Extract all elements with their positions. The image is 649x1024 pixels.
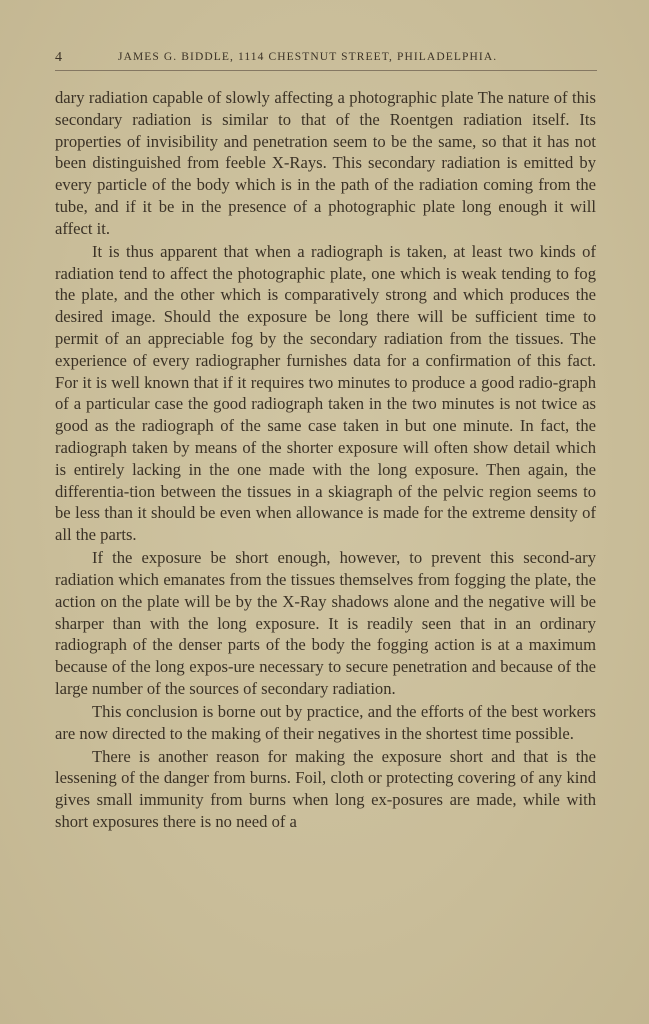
- paragraph: There is another reason for making the exposure short and that is the lessening of the danger from burns. Foil, cloth or protecting covering of any kind gives small immunity from burns when long ex-posures are made, while with short exposures there is no need of a: [55, 746, 596, 832]
- paragraph: This conclusion is borne out by practice, and the efforts of the best workers are now directed to the making of their negatives in the shortest time possible.: [55, 701, 596, 743]
- running-head: [55, 48, 597, 70]
- body-text: [55, 87, 596, 834]
- running-head-text: JAMES G. BIDDLE, 1114 CHESTNUT STREET, PHILADELPHIA.: [118, 51, 498, 63]
- paragraph: dary radiation capable of slowly affecting a photographic plate The nature of this secondary radiation is similar to that of the Roentgen radiation itself. Its properties of invisibility and penetration seem to be the same, so that it has not been distinguished from feeble X-Rays. This secondary radiation is emitted by every particle of the body which is in the path of the radiation coming from the tube, and if it be in the presence of a photographic plate long enough it will affect it.: [55, 88, 596, 238]
- paragraph: It is thus apparent that when a radiograph is taken, at least two kinds of radiation tend to affect the photographic plate, one which is weak tending to fog the plate, and the other which is comparatively strong and which produces the desired image. Should the exposure be long there will be sufficient time to permit of an appreciable fog by the secondary radiation from the tissues. The experience of every radiographer furnishes data for a confirmation of this fact. For it is well known that if it requires two minutes to produce a good radio-graph of a particular case the good radiograph taken in the two minutes is not twice as good as the radiograph of the same case taken in but one minute. In fact, the radiograph taken by means of the shorter exposure will often show detail which is entirely lacking in the one made with the long exposure. Then again, the differentia-tion between the tissues in a skiagraph of the pelvic region seems to be less than it should be even when allowance is made for the extreme density of all the parts.: [55, 241, 596, 545]
- paragraph: If the exposure be short enough, however, to prevent this second-ary radiation which emanates from the tissues themselves from fogging the plate, the action on the plate will be by the X-Ray shadows alone and the negative will be sharper than with the long exposure. It is readily seen that in an ordinary radiograph of the denser parts of the body the fogging action is at a maximum because of the long expos-ure necessary to secure penetration and because of the large number of the sources of secondary radiation.: [55, 548, 596, 698]
- page-number: 4: [55, 50, 63, 65]
- header-rule: [55, 70, 597, 71]
